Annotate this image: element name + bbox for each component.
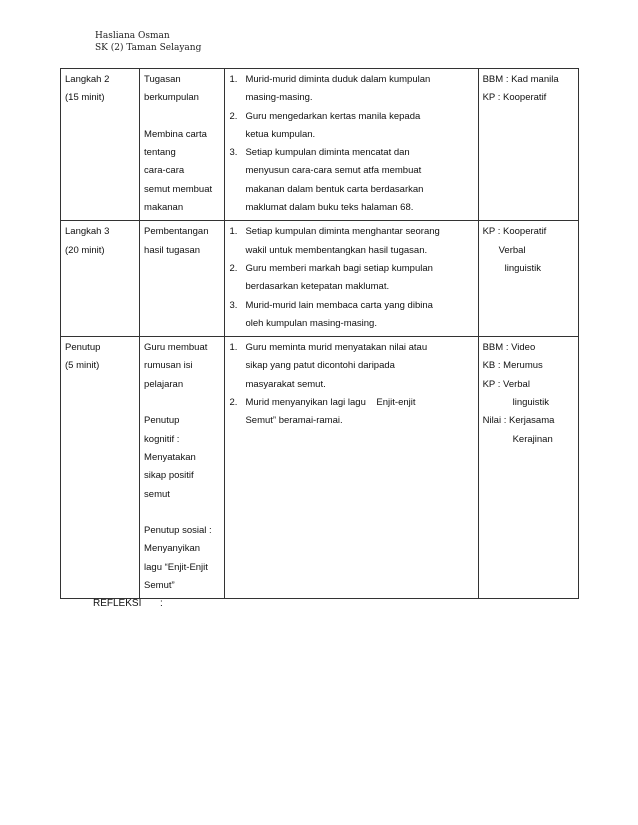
note-line: Nilai : Kerjasama [482, 415, 555, 427]
activities-cell [225, 221, 478, 337]
content-line: kognitif : [144, 433, 180, 445]
table-row [61, 69, 579, 221]
author-name: Hasliana Osman [95, 31, 170, 41]
content-line: semut membuat [144, 183, 213, 195]
content-line: cara-cara [144, 165, 185, 177]
school-name: SK (2) Taman Selayang [95, 43, 202, 53]
content-line: Semut” [144, 580, 175, 592]
content-line: Membina carta [144, 128, 207, 140]
activity-item: 2. Guru memberi markah bagi setiap kumpulan berdasarkan ketepatan maklumat. [229, 262, 433, 293]
step-label: Langkah 3 [65, 226, 110, 238]
activity-item: 1. Guru meminta murid menyatakan nilai atau sikap yang patut dicontohi daripada masyarakat semut. [229, 342, 428, 390]
content-line: sikap positif [144, 470, 194, 482]
content-line: semut [144, 488, 170, 500]
step-time: (20 minit) [65, 244, 105, 256]
activity-item: 3. Murid-murid lain membaca carta yang dibina oleh kumpulan masing-masing. [229, 299, 433, 329]
step-cell [61, 221, 140, 337]
content-line: Menyanyikan [144, 543, 201, 555]
activities-cell [225, 337, 478, 599]
content-line: Penutup sosial : [144, 525, 212, 537]
note-line: linguistik [512, 397, 550, 409]
step-cell [61, 69, 140, 221]
activity-item: 2. Guru mengedarkan kertas manila kepada ketua kumpulan. [229, 110, 421, 140]
step-time: (15 minit) [65, 92, 105, 104]
content-line: Menyatakan [144, 451, 196, 463]
reflection-colon: : [160, 598, 163, 609]
table-row [61, 337, 579, 599]
note-line: Verbal [498, 244, 526, 256]
note-line: KP : Kooperatif [482, 226, 547, 238]
content-line: hasil tugasan [144, 244, 201, 256]
note-line: KP : Verbal [482, 378, 530, 390]
note-line: KB : Merumus [482, 360, 543, 372]
content-cell [140, 69, 225, 221]
page-header [95, 30, 201, 54]
content-line: Penutup [144, 415, 180, 427]
content-line: Pembentangan [144, 226, 209, 238]
content-line: Tugasan [144, 74, 181, 85]
step-cell [61, 337, 140, 599]
content-line: berkumpulan [144, 92, 199, 104]
step-label: Langkah 2 [65, 74, 110, 85]
notes-cell [478, 337, 578, 599]
activity-item: 2. Murid menyanyikan lagi lagu Enjit-enjit Semut” beramai-ramai. [229, 397, 416, 427]
content-line: makanan [144, 202, 184, 214]
note-line: BBM : Kad manila [482, 74, 559, 85]
content-line: Guru membuat [144, 342, 208, 354]
note-line: linguistik [504, 262, 542, 274]
content-line: tentang [144, 147, 176, 159]
content-line: pelajaran [144, 378, 184, 390]
activity-item: 1. Murid-murid diminta duduk dalam kumpulan masing-masing. [229, 74, 431, 104]
note-line: KP : Kooperatif [482, 92, 547, 104]
lesson-plan-table [60, 68, 579, 599]
content-cell [140, 337, 225, 599]
content-cell [140, 221, 225, 337]
note-line: BBM : Video [482, 342, 536, 354]
step-label: Penutup [65, 342, 101, 354]
notes-cell [478, 221, 578, 337]
activity-item: 3. Setiap kumpulan diminta mencatat dan menyusun cara-cara semut atfa membuat makanan dalam bentuk carta berdasarkan maklumat dalam buku teks halaman 68. [229, 147, 424, 214]
activity-item: 1. Setiap kumpulan diminta menghantar seorang wakil untuk membentangkan hasil tugasan. [229, 226, 440, 256]
content-line: rumusan isi [144, 360, 193, 372]
activities-cell [225, 69, 478, 221]
note-line: Kerajinan [512, 433, 553, 445]
step-time: (5 minit) [65, 360, 100, 372]
reflection-label: REFLEKSI [93, 598, 142, 609]
notes-cell [478, 69, 578, 221]
content-line: lagu “Enjit-Enjit [144, 561, 208, 573]
table-row [61, 221, 579, 337]
reflection-section [93, 598, 163, 609]
